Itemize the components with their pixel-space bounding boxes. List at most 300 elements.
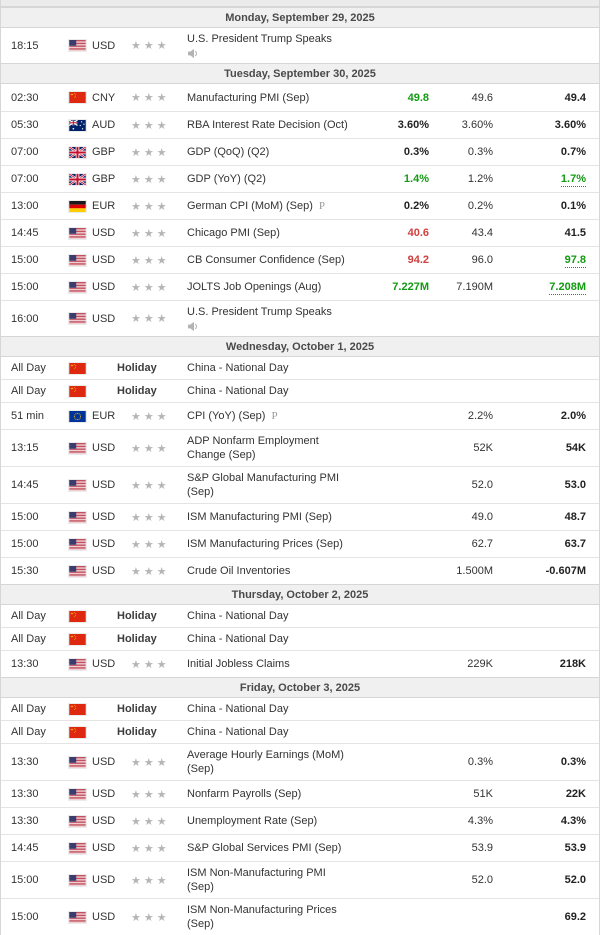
holiday-row bbox=[1, 698, 599, 720]
event-title[interactable]: China - National Day bbox=[187, 726, 289, 738]
country-cell bbox=[69, 92, 131, 104]
flag-us-icon bbox=[69, 40, 86, 51]
event-row bbox=[1, 780, 599, 807]
country-cell bbox=[69, 874, 131, 886]
event-cell bbox=[187, 357, 363, 379]
holiday-row bbox=[1, 605, 599, 627]
event-time: 15:00 bbox=[11, 254, 39, 266]
previous-value-text: 41.5 bbox=[564, 227, 586, 239]
flag-eu-icon bbox=[69, 411, 86, 422]
importance-stars-icon: ★★★ bbox=[131, 511, 170, 524]
actual-value: 40.6 bbox=[407, 227, 429, 239]
previous-value-text: 97.8 bbox=[564, 254, 586, 266]
forecast-value: 53.9 bbox=[471, 842, 493, 854]
importance-stars-icon: ★★★ bbox=[131, 92, 170, 104]
flag-de-icon bbox=[69, 201, 86, 212]
event-title[interactable]: RBA Interest Rate Decision (Oct) bbox=[187, 119, 348, 131]
event-time: 13:30 bbox=[11, 756, 39, 768]
importance-cell bbox=[131, 511, 187, 524]
preliminary-icon: P bbox=[318, 200, 326, 212]
country-cell bbox=[69, 281, 131, 293]
event-time: 15:00 bbox=[11, 874, 39, 886]
flag-us-icon bbox=[69, 443, 86, 454]
flag-us-icon bbox=[69, 255, 86, 266]
previous-value bbox=[493, 410, 586, 422]
importance-cell bbox=[131, 39, 187, 52]
flag-cn-icon bbox=[69, 611, 86, 622]
event-title[interactable]: Nonfarm Payrolls (Sep) bbox=[187, 788, 302, 800]
event-title[interactable]: German CPI (MoM) (Sep) bbox=[187, 200, 313, 212]
event-row bbox=[1, 111, 599, 138]
flag-au-icon bbox=[69, 120, 86, 131]
previous-value bbox=[493, 119, 586, 131]
previous-value-text: 1.7% bbox=[560, 173, 586, 185]
event-time: 16:00 bbox=[11, 312, 39, 325]
event-cell bbox=[187, 721, 363, 743]
forecast-value: 4.3% bbox=[467, 815, 493, 827]
actual-value: 7.227M bbox=[392, 281, 429, 293]
holiday-label-cell bbox=[117, 726, 187, 738]
event-time: 51 min bbox=[11, 410, 45, 422]
event-time: 13:30 bbox=[11, 788, 39, 800]
importance-cell bbox=[131, 410, 187, 423]
event-title[interactable]: Chicago PMI (Sep) bbox=[187, 227, 280, 239]
event-row bbox=[1, 300, 599, 336]
event-time: All Day bbox=[11, 726, 46, 738]
event-time: 15:00 bbox=[11, 511, 39, 523]
actual-value: 94.2 bbox=[407, 254, 429, 266]
previous-value-text: 2.0% bbox=[560, 410, 586, 422]
event-cell bbox=[187, 467, 363, 503]
importance-stars-icon: ★★★ bbox=[131, 538, 170, 551]
flag-gb-icon bbox=[69, 174, 86, 185]
event-row bbox=[1, 192, 599, 219]
event-time: 13:30 bbox=[11, 658, 39, 670]
flag-us-icon bbox=[69, 566, 86, 577]
flag-us-icon bbox=[69, 757, 86, 768]
importance-cell bbox=[131, 911, 187, 924]
holiday-label: Holiday bbox=[117, 726, 157, 738]
previous-value bbox=[493, 756, 586, 768]
event-title[interactable]: Manufacturing PMI (Sep) bbox=[187, 91, 310, 104]
forecast-value: 1.2% bbox=[467, 173, 493, 185]
currency-code: USD bbox=[92, 538, 116, 550]
currency-code: USD bbox=[92, 911, 116, 923]
event-row bbox=[1, 466, 599, 503]
importance-stars-icon: ★★★ bbox=[131, 146, 170, 159]
previous-value bbox=[493, 815, 586, 827]
currency-code: USD bbox=[92, 756, 116, 768]
event-title[interactable]: China - National Day bbox=[187, 362, 289, 374]
country-cell bbox=[69, 511, 131, 523]
country-cell bbox=[69, 146, 131, 158]
importance-cell bbox=[131, 815, 187, 828]
flag-cn-icon bbox=[69, 386, 86, 397]
event-time: 15:00 bbox=[11, 911, 39, 923]
previous-value-text: -0.607M bbox=[545, 565, 586, 577]
event-cell bbox=[187, 380, 363, 402]
event-cell bbox=[187, 837, 363, 859]
event-title[interactable]: S&P Global Manufacturing PMI (Sep) bbox=[187, 472, 340, 498]
event-time: All Day bbox=[11, 362, 46, 374]
flag-us-icon bbox=[69, 282, 86, 293]
event-row bbox=[1, 834, 599, 861]
flag-us-icon bbox=[69, 659, 86, 670]
forecast-value: 62.7 bbox=[471, 538, 493, 550]
country-cell bbox=[69, 410, 131, 422]
importance-cell bbox=[131, 146, 187, 159]
day-header: Thursday, October 2, 2025 bbox=[1, 584, 599, 605]
forecast-value: 1.500M bbox=[456, 565, 493, 577]
flag-us-icon bbox=[69, 912, 86, 923]
event-title[interactable]: China - National Day bbox=[187, 610, 289, 622]
event-cell bbox=[187, 276, 363, 298]
previous-value bbox=[493, 281, 586, 293]
event-cell bbox=[187, 628, 363, 650]
importance-cell bbox=[131, 756, 187, 769]
event-title[interactable]: GDP (QoQ) (Q2) bbox=[187, 146, 270, 158]
event-title[interactable]: China - National Day bbox=[187, 633, 289, 645]
flag-us-icon bbox=[69, 512, 86, 523]
forecast-value: 49.6 bbox=[471, 91, 493, 104]
event-title[interactable]: ISM Non-Manufacturing PMI (Sep) bbox=[187, 867, 326, 893]
event-cell bbox=[187, 783, 363, 805]
event-title[interactable]: China - National Day bbox=[187, 385, 289, 397]
country-cell bbox=[69, 658, 131, 670]
day-header: Tuesday, September 30, 2025 bbox=[1, 63, 599, 84]
importance-stars-icon: ★★★ bbox=[131, 200, 170, 213]
previous-value-text: 4.3% bbox=[560, 815, 586, 827]
event-row bbox=[1, 530, 599, 557]
event-title[interactable]: Initial Jobless Claims bbox=[187, 658, 290, 670]
currency-code: USD bbox=[92, 815, 116, 827]
event-row bbox=[1, 219, 599, 246]
importance-cell bbox=[131, 173, 187, 186]
holiday-label: Holiday bbox=[117, 362, 157, 374]
event-cell bbox=[187, 430, 363, 466]
previous-value bbox=[493, 200, 586, 212]
importance-cell bbox=[131, 538, 187, 551]
actual-value: 0.2% bbox=[403, 200, 429, 212]
importance-stars-icon: ★★★ bbox=[131, 254, 170, 267]
country-cell bbox=[69, 173, 131, 185]
event-cell bbox=[187, 862, 363, 898]
event-title[interactable]: Average Hourly Earnings (MoM) (Sep) bbox=[187, 749, 344, 775]
holiday-label-cell bbox=[117, 385, 187, 397]
importance-cell bbox=[131, 119, 187, 132]
currency-code: USD bbox=[92, 227, 116, 239]
event-cell bbox=[187, 653, 363, 675]
actual-value: 3.60% bbox=[397, 119, 429, 131]
event-cell bbox=[187, 405, 363, 427]
holiday-label: Holiday bbox=[117, 703, 157, 715]
forecast-value: 52K bbox=[473, 442, 493, 454]
event-cell bbox=[187, 899, 363, 935]
flag-us-icon bbox=[69, 313, 86, 324]
event-time: 13:30 bbox=[11, 815, 39, 827]
currency-code: USD bbox=[92, 39, 116, 52]
event-title[interactable]: U.S. President Trump Speaks bbox=[187, 306, 332, 318]
flag-gb-icon bbox=[69, 147, 86, 158]
event-cell bbox=[187, 744, 363, 780]
currency-code: USD bbox=[92, 874, 116, 886]
importance-cell bbox=[131, 254, 187, 267]
event-time: 14:45 bbox=[11, 842, 39, 854]
event-title[interactable]: ADP Nonfarm Employment Change (Sep) bbox=[187, 435, 319, 461]
forecast-value: 229K bbox=[467, 658, 493, 670]
importance-cell bbox=[131, 479, 187, 492]
previous-value bbox=[493, 788, 586, 800]
importance-stars-icon: ★★★ bbox=[131, 281, 170, 294]
event-title[interactable]: ISM Non-Manufacturing Prices (Sep) bbox=[187, 904, 337, 930]
previous-value bbox=[493, 173, 586, 185]
currency-code: USD bbox=[92, 281, 116, 293]
forecast-value: 7.190M bbox=[456, 281, 493, 293]
event-title[interactable]: Unemployment Rate (Sep) bbox=[187, 815, 318, 827]
importance-cell bbox=[131, 442, 187, 455]
importance-cell bbox=[131, 281, 187, 294]
importance-cell bbox=[131, 658, 187, 671]
previous-value bbox=[493, 658, 586, 670]
event-cell bbox=[187, 605, 363, 627]
currency-code: EUR bbox=[92, 200, 116, 212]
holiday-label-cell bbox=[117, 703, 187, 715]
forecast-value: 3.60% bbox=[461, 119, 493, 131]
event-row bbox=[1, 557, 599, 584]
event-time: 07:00 bbox=[11, 146, 39, 158]
event-time: 13:15 bbox=[11, 442, 39, 454]
flag-us-icon bbox=[69, 539, 86, 550]
forecast-value: 49.0 bbox=[471, 511, 493, 523]
day-header: Wednesday, October 1, 2025 bbox=[1, 336, 599, 357]
event-title[interactable]: S&P Global Services PMI (Sep) bbox=[187, 842, 342, 854]
holiday-label: Holiday bbox=[117, 610, 157, 622]
country-cell bbox=[69, 119, 131, 131]
event-row bbox=[1, 650, 599, 677]
previous-value bbox=[493, 565, 586, 577]
previous-value-text: 7.208M bbox=[549, 281, 586, 293]
country-cell bbox=[69, 200, 131, 212]
importance-cell bbox=[131, 227, 187, 240]
flag-us-icon bbox=[69, 480, 86, 491]
event-title[interactable]: CPI (YoY) (Sep) bbox=[187, 410, 266, 422]
country-cell bbox=[69, 40, 131, 52]
event-row bbox=[1, 429, 599, 466]
previous-value bbox=[493, 254, 586, 266]
event-row bbox=[1, 273, 599, 300]
event-time: 15:30 bbox=[11, 565, 39, 577]
previous-value-text: 22K bbox=[565, 788, 586, 800]
event-cell bbox=[187, 506, 363, 528]
currency-code: AUD bbox=[92, 119, 116, 131]
event-cell bbox=[187, 810, 363, 832]
country-cell bbox=[69, 538, 131, 550]
importance-cell bbox=[131, 565, 187, 578]
event-time: 15:00 bbox=[11, 281, 39, 293]
previous-value-text: 53.9 bbox=[564, 842, 586, 854]
event-time: 07:00 bbox=[11, 173, 39, 185]
previous-value bbox=[493, 227, 586, 239]
importance-cell bbox=[131, 200, 187, 213]
importance-cell bbox=[131, 788, 187, 801]
event-time: 02:30 bbox=[11, 91, 39, 104]
previous-value-text: 0.3% bbox=[560, 756, 586, 768]
importance-cell bbox=[131, 842, 187, 855]
event-title[interactable]: JOLTS Job Openings (Aug) bbox=[187, 281, 322, 293]
previous-value bbox=[493, 511, 586, 523]
event-time: All Day bbox=[11, 703, 46, 715]
importance-stars-icon: ★★★ bbox=[131, 227, 170, 240]
holiday-row bbox=[1, 357, 599, 379]
forecast-value: 51K bbox=[473, 788, 493, 800]
currency-code: USD bbox=[92, 842, 116, 854]
previous-value bbox=[493, 146, 586, 158]
event-row bbox=[1, 861, 599, 898]
country-cell bbox=[69, 788, 131, 800]
currency-code: USD bbox=[92, 658, 116, 670]
event-cell bbox=[187, 301, 363, 336]
event-cell bbox=[187, 533, 363, 555]
flag-us-icon bbox=[69, 816, 86, 827]
event-cell bbox=[187, 249, 363, 271]
event-time: 05:30 bbox=[11, 119, 39, 131]
event-title[interactable]: CB Consumer Confidence (Sep) bbox=[187, 254, 345, 266]
currency-code: GBP bbox=[92, 173, 116, 185]
previous-value bbox=[493, 538, 586, 550]
day-header: Monday, September 29, 2025 bbox=[1, 7, 599, 28]
forecast-value: 2.2% bbox=[467, 410, 493, 422]
previous-value-text: 63.7 bbox=[564, 538, 586, 550]
event-cell bbox=[187, 195, 363, 217]
previous-value-text: 0.1% bbox=[560, 200, 586, 212]
event-row bbox=[1, 84, 599, 111]
importance-cell bbox=[131, 91, 187, 104]
event-time: All Day bbox=[11, 633, 46, 645]
holiday-row bbox=[1, 627, 599, 650]
country-cell bbox=[69, 442, 131, 454]
currency-code: USD bbox=[92, 312, 116, 325]
importance-stars-icon: ★★★ bbox=[131, 313, 170, 325]
flag-cn-icon bbox=[69, 727, 86, 738]
importance-cell bbox=[131, 874, 187, 887]
importance-stars-icon: ★★★ bbox=[131, 442, 170, 455]
currency-code: USD bbox=[92, 442, 116, 454]
previous-value bbox=[493, 442, 586, 454]
country-cell bbox=[69, 479, 131, 491]
holiday-label-cell bbox=[117, 633, 187, 645]
previous-value bbox=[493, 92, 586, 104]
country-cell bbox=[69, 313, 131, 325]
importance-stars-icon: ★★★ bbox=[131, 788, 170, 801]
currency-code: USD bbox=[92, 788, 116, 800]
event-title[interactable]: China - National Day bbox=[187, 703, 289, 715]
speaker-icon bbox=[187, 48, 355, 59]
event-row bbox=[1, 138, 599, 165]
event-cell bbox=[187, 87, 363, 109]
event-title[interactable]: GDP (YoY) (Q2) bbox=[187, 173, 266, 185]
event-title[interactable]: U.S. President Trump Speaks bbox=[187, 33, 332, 45]
previous-value-text: 48.7 bbox=[564, 511, 586, 523]
event-row bbox=[1, 898, 599, 935]
forecast-value: 0.3% bbox=[467, 756, 493, 768]
holiday-label: Holiday bbox=[117, 633, 157, 645]
importance-stars-icon: ★★★ bbox=[131, 565, 170, 578]
table-top-strip bbox=[1, 0, 599, 7]
importance-stars-icon: ★★★ bbox=[131, 658, 170, 671]
actual-value: 1.4% bbox=[403, 173, 429, 185]
event-row bbox=[1, 165, 599, 192]
country-cell bbox=[69, 815, 131, 827]
event-title[interactable]: Crude Oil Inventories bbox=[187, 565, 291, 577]
importance-cell bbox=[131, 312, 187, 325]
event-cell bbox=[187, 114, 363, 136]
event-row bbox=[1, 402, 599, 429]
country-cell bbox=[69, 565, 131, 577]
event-title[interactable]: ISM Manufacturing Prices (Sep) bbox=[187, 538, 343, 550]
event-cell bbox=[187, 141, 363, 163]
importance-stars-icon: ★★★ bbox=[131, 410, 170, 423]
currency-code: CNY bbox=[92, 91, 116, 104]
event-time: 18:15 bbox=[11, 39, 39, 52]
previous-value-text: 52.0 bbox=[564, 874, 586, 886]
flag-cn-icon bbox=[69, 92, 86, 103]
previous-value bbox=[493, 874, 586, 886]
forecast-value: 52.0 bbox=[471, 479, 493, 491]
previous-value-text: 49.4 bbox=[564, 91, 586, 104]
previous-value-text: 54K bbox=[565, 442, 586, 454]
country-cell bbox=[69, 842, 131, 854]
importance-stars-icon: ★★★ bbox=[131, 40, 170, 52]
event-row bbox=[1, 807, 599, 834]
currency-code: USD bbox=[92, 565, 116, 577]
holiday-row bbox=[1, 720, 599, 743]
previous-value bbox=[493, 479, 586, 491]
importance-stars-icon: ★★★ bbox=[131, 756, 170, 769]
previous-value bbox=[493, 911, 586, 923]
event-row bbox=[1, 28, 599, 63]
day-header: Friday, October 3, 2025 bbox=[1, 677, 599, 698]
previous-value bbox=[493, 842, 586, 854]
previous-value-text: 0.7% bbox=[560, 146, 586, 158]
event-row bbox=[1, 503, 599, 530]
currency-code: USD bbox=[92, 511, 116, 523]
event-cell bbox=[187, 28, 363, 63]
forecast-value: 0.3% bbox=[467, 146, 493, 158]
flag-us-icon bbox=[69, 228, 86, 239]
flag-cn-icon bbox=[69, 704, 86, 715]
flag-us-icon bbox=[69, 875, 86, 886]
country-cell bbox=[69, 254, 131, 266]
importance-stars-icon: ★★★ bbox=[131, 911, 170, 924]
event-time: 15:00 bbox=[11, 538, 39, 550]
country-cell bbox=[69, 756, 131, 768]
event-time: 14:45 bbox=[11, 227, 39, 239]
importance-stars-icon: ★★★ bbox=[131, 119, 170, 132]
previous-value-text: 53.0 bbox=[564, 479, 586, 491]
event-time: All Day bbox=[11, 385, 46, 397]
event-time: 13:00 bbox=[11, 200, 39, 212]
currency-code: USD bbox=[92, 479, 116, 491]
currency-code: GBP bbox=[92, 146, 116, 158]
previous-value-text: 218K bbox=[559, 658, 586, 670]
event-title[interactable]: ISM Manufacturing PMI (Sep) bbox=[187, 511, 332, 523]
event-cell bbox=[187, 222, 363, 244]
event-time: 14:45 bbox=[11, 479, 39, 491]
holiday-label-cell bbox=[117, 362, 187, 374]
event-row bbox=[1, 743, 599, 780]
preliminary-icon: P bbox=[271, 410, 278, 422]
event-time: All Day bbox=[11, 610, 46, 622]
